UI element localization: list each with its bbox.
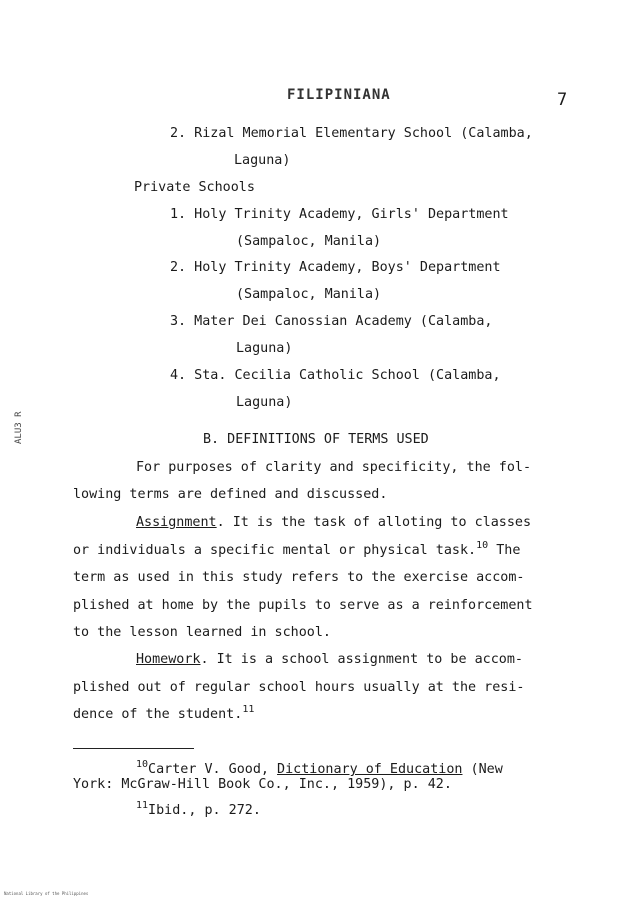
- list-item-continuation: Laguna): [234, 153, 291, 168]
- margin-note-text: ALU3 R: [14, 411, 24, 444]
- list-item: 1. Holy Trinity Academy, Girls' Department: [170, 207, 509, 222]
- paragraph-line: For purposes of clarity and specificity, the fol-: [136, 460, 532, 475]
- list-item: 2. Holy Trinity Academy, Boys' Department: [170, 260, 501, 275]
- footnote-text: Carter V. Good,: [148, 762, 278, 777]
- list-item-continuation: (Sampaloc, Manila): [236, 287, 382, 302]
- term-assignment: Assignment: [136, 515, 217, 530]
- footnote-10-continuation: York: McGraw-Hill Book Co., Inc., 1959), p. 42.: [73, 777, 452, 792]
- paragraph-line: term as used in this study refers to the exercise accom-: [73, 570, 525, 585]
- list-item-continuation: (Sampaloc, Manila): [236, 234, 382, 249]
- list-item-continuation: Laguna): [236, 395, 293, 410]
- footnote-number: 10: [136, 759, 149, 770]
- footnote-text: Ibid., p. 272.: [148, 803, 261, 818]
- footnote-ref-10: 10: [476, 540, 489, 551]
- footnote-number: 11: [136, 800, 149, 811]
- section-heading: B. DEFINITIONS OF TERMS USED: [203, 432, 429, 447]
- paragraph-line: lowing terms are defined and discussed.: [73, 487, 388, 502]
- list-item: 3. Mater Dei Canossian Academy (Calamba,: [170, 314, 493, 329]
- footnote-ref-11: 11: [242, 704, 255, 715]
- assignment-definition-line: [73, 540, 521, 559]
- paragraph-line: plished out of regular school hours usually at the resi-: [73, 680, 525, 695]
- handwritten-margin-note: [10, 411, 32, 482]
- definition-text: . It is a school assignment to be accom-: [200, 652, 523, 667]
- homework-definition-line: [136, 652, 523, 668]
- private-schools-heading: Private Schools: [134, 180, 255, 195]
- paragraph-line: plished at home by the pupils to serve as a reinforcement: [73, 598, 533, 613]
- footnote-11: [136, 800, 261, 819]
- definition-text: . It is the task of alloting to classes: [216, 515, 532, 530]
- footnote-divider: [73, 748, 194, 749]
- footnote-book-title: Dictionary of Education: [277, 762, 463, 777]
- footnote-10: [136, 759, 503, 778]
- footnote-text: (New: [462, 762, 503, 777]
- paragraph-line: to the lesson learned in school.: [73, 625, 331, 640]
- term-homework: Homework: [136, 652, 201, 667]
- homework-definition-line: [73, 704, 255, 723]
- list-item: 2. Rizal Memorial Elementary School (Calamba,: [170, 126, 533, 141]
- running-title: FILIPINIANA: [287, 87, 391, 103]
- library-stamp: National Library of the Philippines: [4, 891, 89, 896]
- assignment-definition-line: [136, 515, 531, 531]
- list-item-continuation: Laguna): [236, 341, 293, 356]
- definition-text: The: [488, 543, 521, 558]
- page-number: 7: [557, 90, 568, 110]
- definition-text: or individuals a specific mental or physical task.: [73, 543, 477, 558]
- list-item: 4. Sta. Cecilia Catholic School (Calamba,: [170, 368, 501, 383]
- definition-text: dence of the student.: [73, 707, 243, 722]
